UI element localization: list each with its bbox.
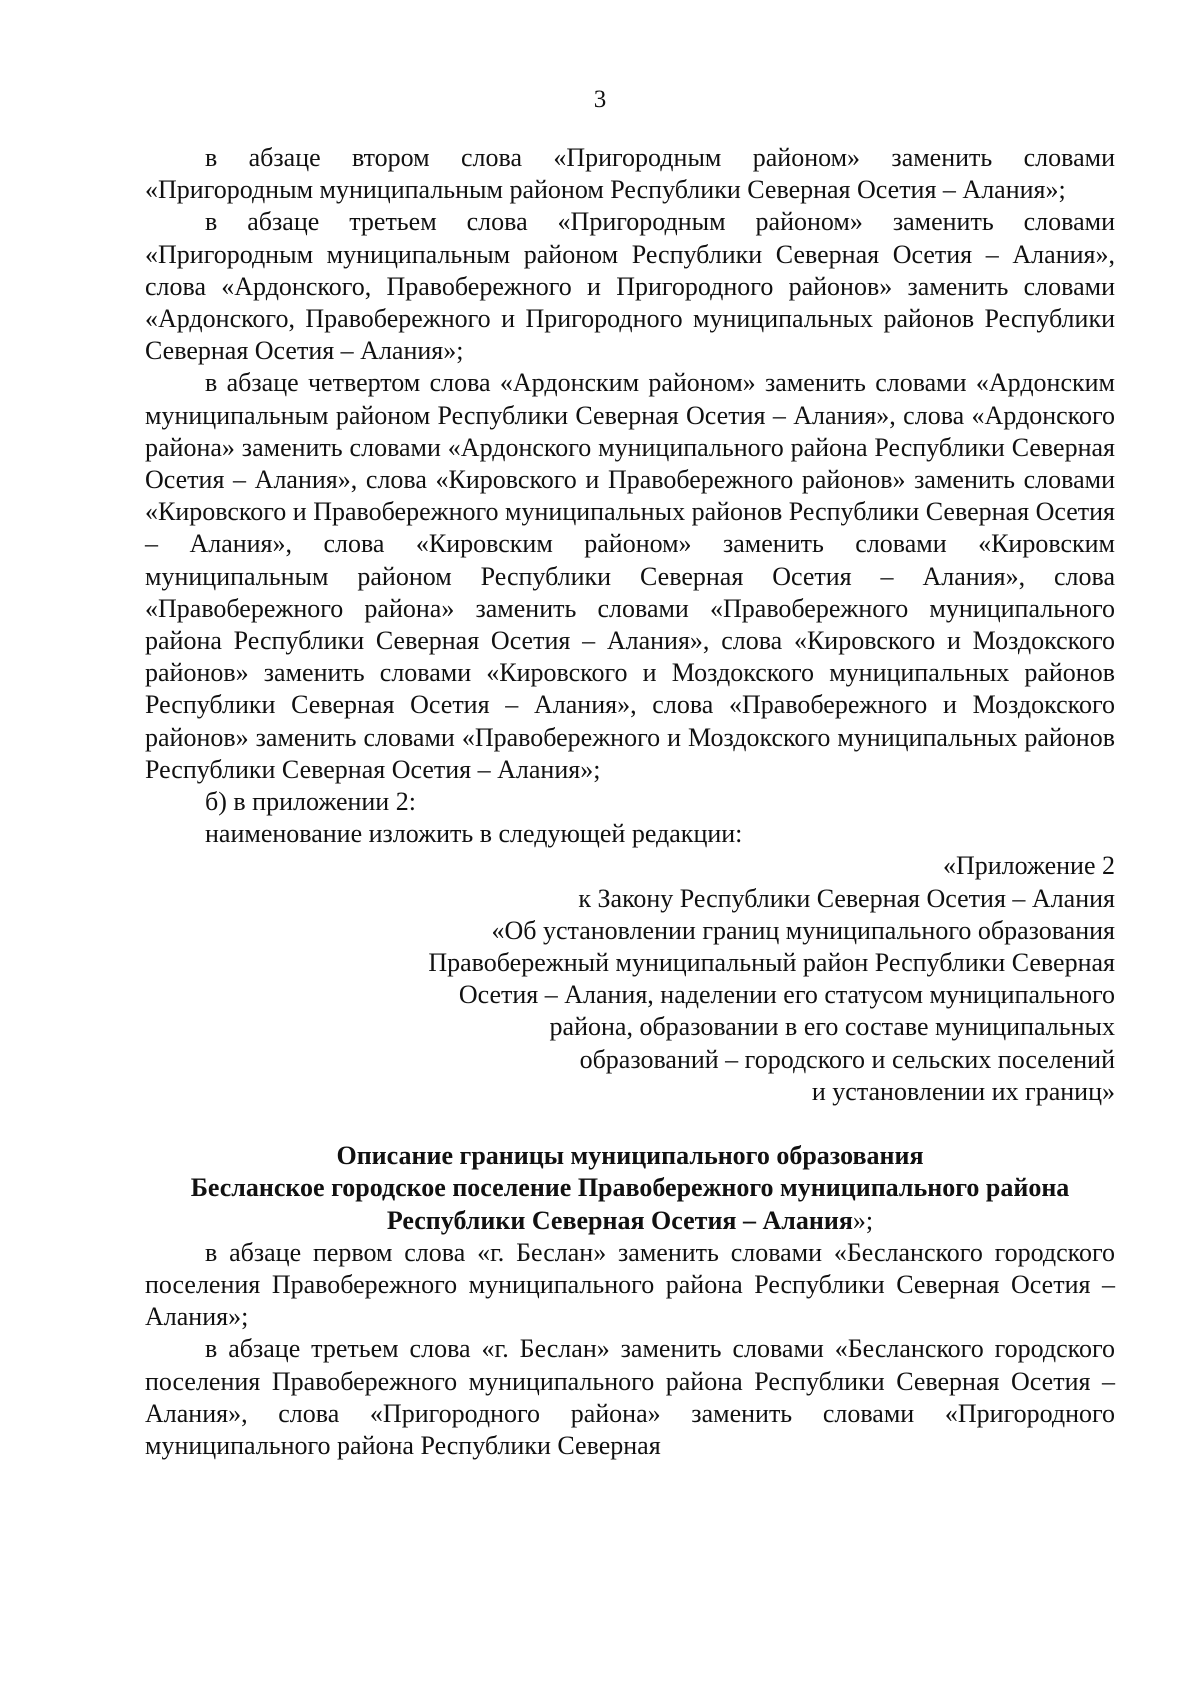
heading-line-last <box>145 1205 1115 1237</box>
appendix-line: Осетия – Алания, наделении его статусом муниципального <box>458 980 1115 1010</box>
section-heading <box>145 1140 1115 1237</box>
paragraph-abzac-tretiy-beslan: в абзаце третьем слова «г. Беслан» заменить словами «Бесланского городского поселения Правобережного муниципального района Республики Северная Осетия – Алания», слова «Пригородного района» заменить словами «Пригородного муниципального района Республики Северная <box>145 1334 1115 1460</box>
paragraph-abzac-tretiy: в абзаце третьем слова «Пригородным районом» заменить словами «Пригородным муниципальным районом Республики Северная Осетия – Алания», слова «Ардонского, Правобережного и Пригородного районов» заменить словами «Ардонского, Правобережного и Пригородного муниципальных районов Республики Северная Осетия – Алания»; <box>145 207 1115 366</box>
appendix-line: Правобережный муниципальный район Республики Северная <box>428 948 1115 978</box>
heading-line: Описание границы муниципального образования <box>336 1141 924 1171</box>
appendix-line: к Закону Республики Северная Осетия – Алания <box>578 883 1115 913</box>
heading-line: Бесланское городское поселение Правобережного муниципального района <box>190 1173 1070 1203</box>
heading-line-text: Республики Северная Осетия – Алания <box>386 1205 853 1235</box>
appendix-line: и установлении их границ» <box>811 1076 1115 1106</box>
document-body <box>145 142 1115 1462</box>
paragraph-abzac-chetvertyy: в абзаце четвертом слова «Ардонским районом» заменить словами «Ардонским муниципальным районом Республики Северная Осетия – Алания», слова «Ардонского района» заменить словами «Ардонского муниципального района Республики Северная Осетия – Алания», слова «Кировского и Правобережного районов» заменить словами «Кировского и Правобережного муниципальных районов Республики Северная Осетия – Алания», слова «Кировским районом» заменить словами «Кировским муниципальным районом Республики Северная Осетия – Алания», слова «Правобережного района» заменить словами «Правобережного муниципального района Республики Северная Осетия – Алания», слова «Кировского и Моздокского районов» заменить словами «Кировского и Моздокского муниципальных районов Республики Северная Осетия – Алания», слова «Правобережного и Моздокского районов» заменить словами «Правобережного и Моздокского муниципальных районов Республики Северная Осетия – Алания»; <box>145 368 1115 784</box>
appendix-caption-block <box>145 850 1115 1108</box>
appendix-line: образований – городского и сельских поселений <box>579 1044 1115 1074</box>
paragraph-abzac-vtoroy: в абзаце втором слова «Пригородным районом» заменить словами «Пригородным муниципальным районом Республики Северная Осетия – Алания»; <box>145 143 1115 205</box>
appendix-line: «Приложение 2 <box>942 851 1115 881</box>
appendix-line: района, образовании в его составе муниципальных <box>549 1012 1115 1042</box>
page-number: 3 <box>593 86 607 113</box>
paragraph-abzac-pervyy: в абзаце первом слова «г. Беслан» заменить словами «Бесланского городского поселения Правобережного муниципального района Республики Северная Осетия – Алания»; <box>145 1237 1115 1332</box>
paragraph-naimenovanie: наименование изложить в следующей редакции: <box>205 819 743 849</box>
paragraph-item-b: б) в приложении 2: <box>205 787 416 817</box>
heading-tail: »; <box>852 1205 874 1235</box>
appendix-line: «Об установлении границ муниципального образования <box>491 915 1115 945</box>
